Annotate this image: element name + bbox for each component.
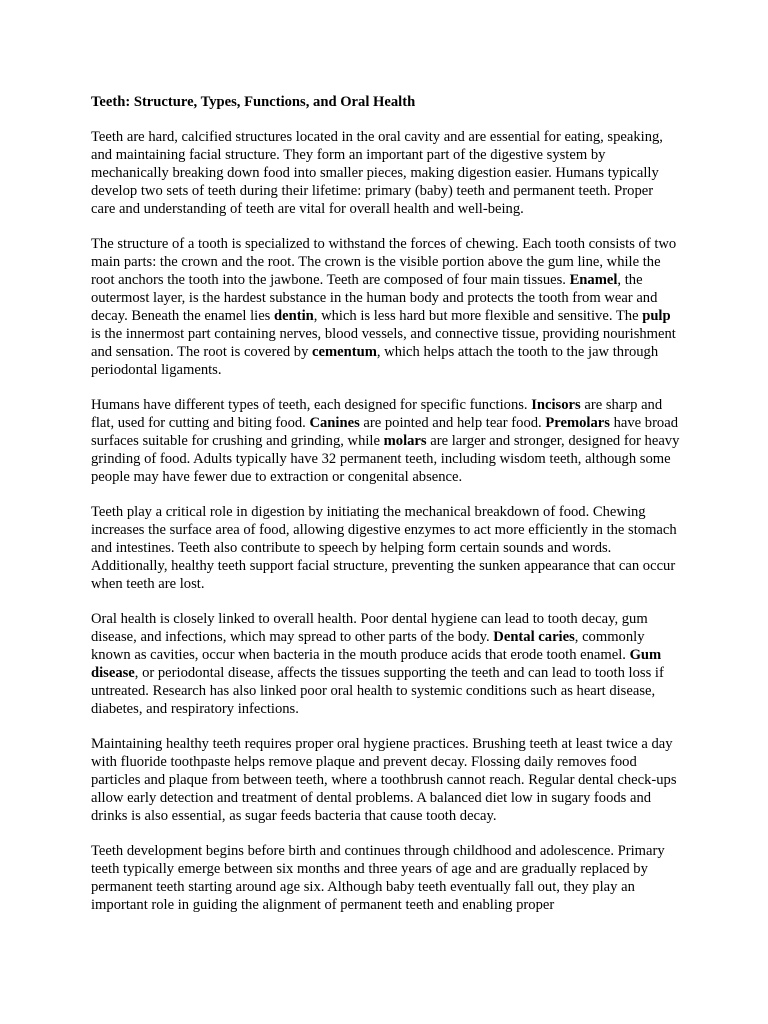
bold-term: pulp: [642, 308, 671, 324]
document-title: Teeth: Structure, Types, Functions, and Oral Health: [91, 94, 416, 110]
text-run: are pointed and help tear food.: [359, 415, 546, 431]
text-run: , which is less hard but more flexible and sensitive. The: [313, 308, 643, 324]
bold-term: dentin: [274, 308, 314, 324]
text-run: , the outermost layer, is the hardest substance in the human body and protects the tooth from wear and decay. Beneath the enamel lies: [91, 272, 658, 324]
text-run: , commonly known as cavities, occur when bacteria in the mouth produce acids that erode tooth enamel.: [91, 629, 645, 663]
bold-term: cementum: [312, 344, 377, 360]
text-run: Teeth play a critical role in digestion by initiating the mechanical breakdown of food. Chewing increases the surface area of food, allowing digestive enzymes to act more efficiently in the stomach and intestines. Teeth also contribute to speech by helping form certain sounds and words. Additionally, healthy teeth support facial structure, preventing the sunken appearance that can occur when teeth are lost.: [91, 504, 677, 592]
bold-term: Enamel: [569, 272, 618, 288]
text-run: Teeth development begins before birth and continues through childhood and adolescence. Primary teeth typically emerge between six months and three years of age and are gradually replaced by permanent teeth starting around age six. Although baby teeth eventually fall out, they play an important role in guiding the alignment of permanent teeth and enabling proper: [91, 843, 665, 913]
bold-term: Gum disease: [91, 647, 662, 681]
text-run: Oral health is closely linked to overall health. Poor dental hygiene can lead to tooth decay, gum disease, and infections, which may spread to other parts of the body.: [91, 611, 648, 645]
body-paragraph: [91, 396, 681, 486]
bold-term: Canines: [309, 415, 360, 431]
text-run: are larger and stronger, designed for heavy grinding of food. Adults typically have 32 permanent teeth, including wisdom teeth, although some people may have fewer due to extraction or congenital absence.: [91, 433, 680, 485]
text-run: Teeth are hard, calcified structures located in the oral cavity and are essential for eating, speaking, and maintaining facial structure. They form an important part of the digestive system by mechanically breaking down food into smaller pieces, making digestion easier. Humans typically develop two sets of teeth during their lifetime: primary (baby) teeth and permanent teeth. Proper care and understanding of teeth are vital for overall health and well-being.: [91, 129, 663, 217]
bold-term: molars: [383, 433, 427, 449]
body-paragraph: [91, 842, 681, 914]
body-paragraph: [91, 503, 681, 593]
document-body: [91, 128, 681, 914]
body-paragraph: [91, 128, 681, 218]
document-page: [91, 93, 681, 914]
body-paragraph: [91, 235, 681, 379]
bold-term: Premolars: [545, 415, 610, 431]
text-run: is the innermost part containing nerves, blood vessels, and connective tissue, providing nourishment and sensation. The root is covered by: [91, 326, 676, 360]
bold-term: Incisors: [531, 397, 581, 413]
text-run: Humans have different types of teeth, each designed for specific functions.: [91, 397, 532, 413]
text-run: , which helps attach the tooth to the jaw through periodontal ligaments.: [91, 344, 659, 378]
text-run: have broad surfaces suitable for crushing and grinding, while: [91, 415, 678, 449]
text-run: are sharp and flat, used for cutting and biting food.: [91, 397, 663, 431]
body-paragraph: [91, 735, 681, 825]
text-run: The structure of a tooth is specialized to withstand the forces of chewing. Each tooth consists of two main parts: the crown and the root. The crown is the visible portion above the gum line, while the root anchors the tooth into the jawbone. Teeth are composed of four main tissues.: [91, 236, 677, 288]
text-run: , or periodontal disease, affects the tissues supporting the teeth and can lead to tooth loss if untreated. Research has also linked poor oral health to systemic conditions such as heart disease, diabetes, and respiratory infections.: [91, 665, 664, 717]
bold-term: Dental caries: [493, 629, 575, 645]
text-run: Maintaining healthy teeth requires proper oral hygiene practices. Brushing teeth at least twice a day with fluoride toothpaste helps remove plaque and prevent decay. Flossing daily removes food particles and plaque from between teeth, where a toothbrush cannot reach. Regular dental check-ups allow early detection and treatment of dental problems. A balanced diet low in sugary foods and drinks is also essential, as sugar feeds bacteria that cause tooth decay.: [91, 736, 677, 824]
body-paragraph: [91, 610, 681, 718]
